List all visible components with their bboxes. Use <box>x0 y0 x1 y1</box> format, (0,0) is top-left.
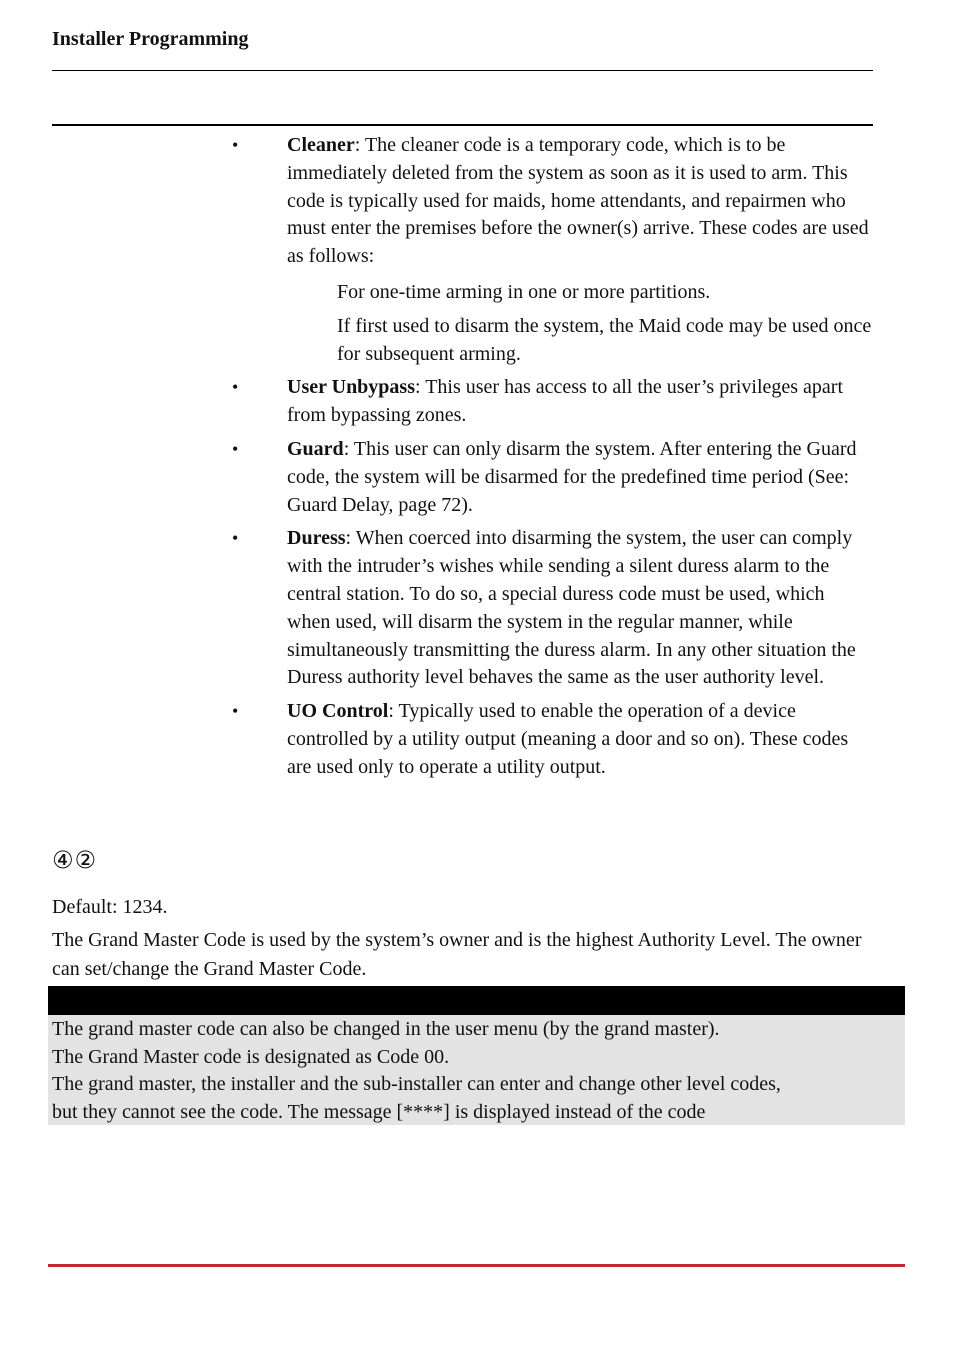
grand-master-description: The Grand Master Code is used by the system’s owner and is the highest Authority Level. The owner can set/change the Grand Master Code. <box>52 929 862 980</box>
default-value-text: Default: 1234. <box>52 896 168 918</box>
bullet-icon: • <box>232 377 239 398</box>
term-user-unbypass: User Unbypass <box>287 376 415 399</box>
list-item-cleaner <box>232 132 872 368</box>
note-line: The grand master code can also be changed in the user menu (by the grand master). <box>52 1018 720 1040</box>
list-item-guard <box>232 436 872 519</box>
circled-number-icons: ④② <box>52 846 98 874</box>
term-uo-control: UO Control <box>287 700 389 723</box>
desc-duress: : When coerced into disarming the system, the user can comply with the intruder’s wishes while sending a silent duress alarm to the central station. To do so, a special duress code must be used, which when used, will disarm the system in the regular manner, while simultaneously transmitting the duress alarm. In any other situation the Duress authority level behaves the same as the user authority level. <box>287 527 856 689</box>
bullet-icon: • <box>232 438 239 459</box>
desc-uo-control: : Typically used to enable the operation of a device controlled by a utility output (meaning a door and so on). These codes are used only to operate a utility output. <box>287 700 849 778</box>
note-line: The Grand Master code is designated as Code 00. <box>52 1045 450 1068</box>
header-title: Installer Programming <box>52 28 249 50</box>
bullet-icon: • <box>232 528 239 549</box>
term-duress: Duress <box>287 527 346 550</box>
bullet-icon: • <box>232 135 239 155</box>
note-line: but they cannot see the code. The message [****] is displayed instead of the code <box>52 1100 706 1123</box>
cleaner-sub-item: For one-time arming in one or more partitions. <box>337 280 711 303</box>
bullet-icon: • <box>232 701 239 722</box>
list-item-uo-control <box>232 698 872 781</box>
header-divider <box>52 70 873 71</box>
note-header-bar <box>48 986 905 1015</box>
list-item-user-unbypass <box>232 374 872 430</box>
term-guard: Guard <box>287 437 344 460</box>
desc-user-unbypass: : This user has access to all the user’s privileges apart from bypassing zones. <box>287 376 844 427</box>
footer-divider <box>48 1264 905 1267</box>
list-item-duress <box>232 525 872 692</box>
note-line: The grand master, the installer and the sub-installer can enter and change other level codes, <box>52 1073 781 1095</box>
cleaner-sub-item: If first used to disarm the system, the Maid code may be used once for subsequent arming. <box>337 314 872 365</box>
desc-guard: : This user can only disarm the system. After entering the Guard code, the system will be disarmed for the predefined time period (See: Guard Delay, page 72). <box>287 437 857 516</box>
authority-level-list <box>232 132 872 788</box>
desc-cleaner: : The cleaner code is a temporary code, which is to be immediately deleted from the system as soon as it is used to arm. This code is typically used for maids, home attendants, and repairmen who must enter the premises before the owner(s) arrive. These codes are used as follows: <box>287 134 869 268</box>
table-top-divider <box>52 124 873 126</box>
term-cleaner: Cleaner <box>287 134 355 156</box>
note-box <box>48 1015 905 1125</box>
